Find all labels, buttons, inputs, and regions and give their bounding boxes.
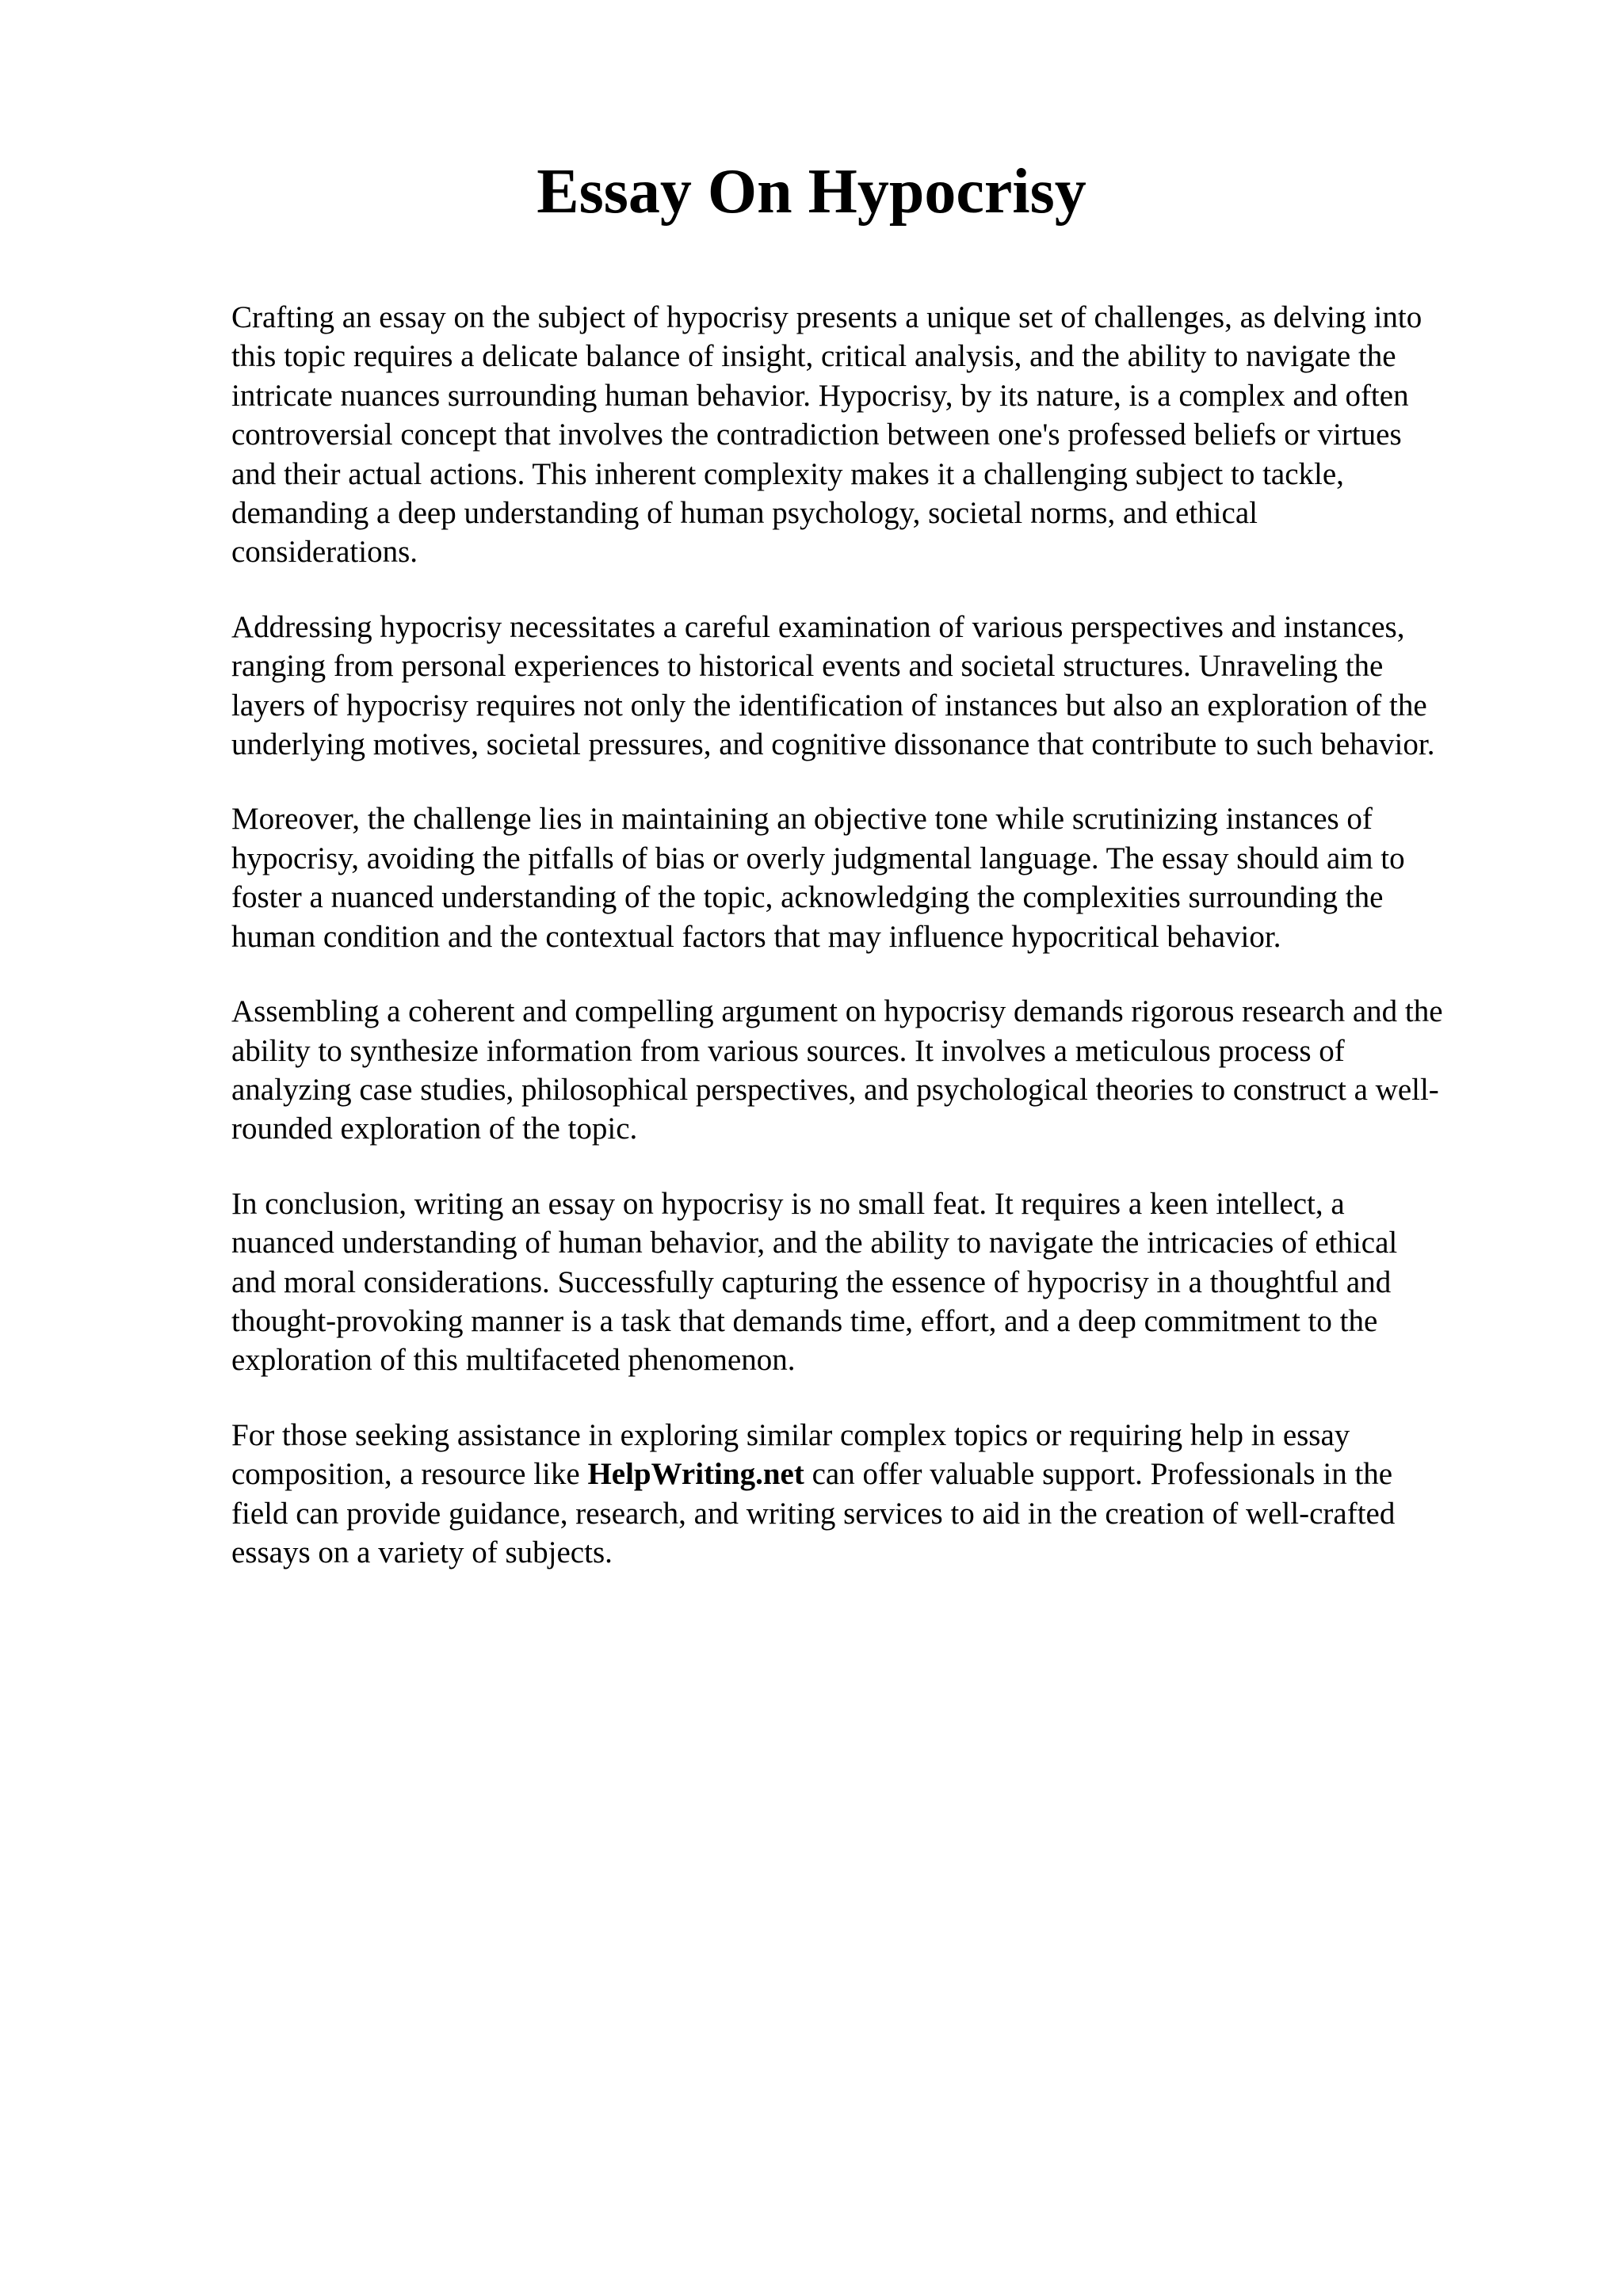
page-title: Essay On Hypocrisy (537, 157, 1086, 227)
paragraph-6-text-before: For those seeking assistance in exploring similar complex topics or requiring help in essay composition, a resource like (231, 1417, 1350, 1492)
paragraph-6-text-after: can offer valuable support. Professionals in the field can provide guidance, research, and writing services to aid in the creation of well-crafted essays on a variety of subjects. (231, 1457, 1396, 1569)
paragraph-5: In conclusion, writing an essay on hypocrisy is no small feat. It requires a keen intellect, a nuanced understanding of human behavior, and the ability to navigate the intricacies of ethical and moral considerations. Successfully capturing the essence of hypocrisy in a thoughtful and thought-provoking manner is a task that demands time, effort, and a deep commitment to the exploration of this multifaceted phenomenon. (231, 1186, 1398, 1378)
paragraph-4: Assembling a coherent and compelling argument on hypocrisy demands rigorous research and the ability to synthesize information from various sources. It involves a meticulous process of analyzing case studies, philosophical perspectives, and psychological theories to construct a well- rounded exploration of the topic. (231, 994, 1443, 1146)
paragraph-3: Moreover, the challenge lies in maintaining an objective tone while scrutinizing instances of hypocrisy, avoiding the pitfalls of bias or overly judgmental language. The essay should aim to foster a nuanced understanding of the topic, acknowledging the complexities surrounding the human condition and the contextual factors that may influence hypocritical behavior. (231, 802, 1405, 954)
paragraph-2: Addressing hypocrisy necessitates a careful examination of various perspectives and instances, ranging from personal experiences to historical events and societal structures. Unraveling the layers of hypocrisy requires not only the identification of instances but also an exploration of the underlying motives, societal pressures, and cognitive dissonance that contribute to such behavior. (231, 609, 1435, 762)
helpwriting-name: HelpWriting.net (587, 1457, 804, 1492)
essay-body (231, 298, 1531, 1608)
paragraph-1: Crafting an essay on the subject of hypocrisy presents a unique set of challenges, as delving into this topic requires a delicate balance of insight, critical analysis, and the ability to navigate the intricate nuances surrounding human behavior. Hypocrisy, by its nature, is a complex and often controversial concept that involves the contradiction between one's professed beliefs or virtues and their actual actions. This inherent complexity makes it a challenging subject to tackle, demanding a deep understanding of human psychology, societal norms, and ethical considerations. (231, 300, 1423, 570)
paragraph-6 (231, 1416, 1531, 1573)
